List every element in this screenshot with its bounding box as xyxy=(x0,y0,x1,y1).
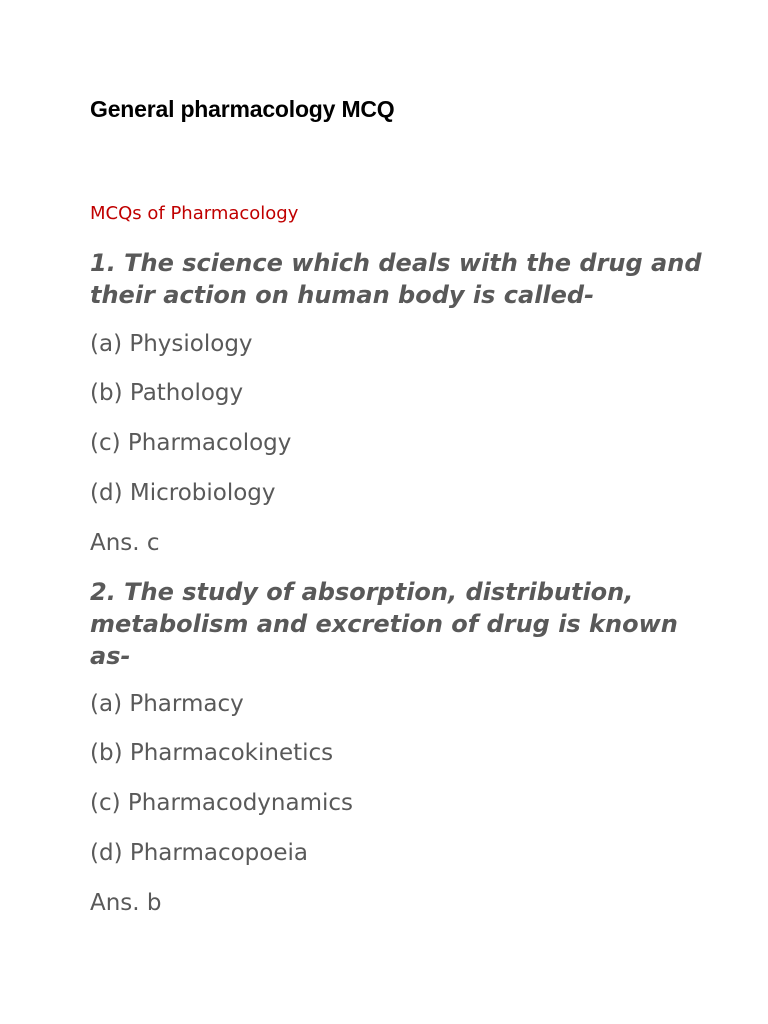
question-1-option-c: (c) Pharmacology xyxy=(90,430,292,456)
question-1-text: 1. The science which deals with the drug and their action on human body is called- xyxy=(90,249,702,309)
question-1-option-b: (b) Pathology xyxy=(90,380,244,406)
question-1-option-d: (d) Microbiology xyxy=(90,480,276,506)
question-1-option-a: (a) Physiology xyxy=(90,331,253,357)
question-1-answer: Ans. c xyxy=(90,530,160,556)
document-title: General pharmacology MCQ xyxy=(90,96,395,122)
question-2-option-b: (b) Pharmacokinetics xyxy=(90,740,334,766)
question-2-answer: Ans. b xyxy=(90,890,162,916)
question-2-option-d: (d) Pharmacopoeia xyxy=(90,840,308,866)
question-2-text: 2. The study of absorption, distribution, metabolism and excretion of drug is known as- xyxy=(90,578,678,670)
question-2-option-c: (c) Pharmacodynamics xyxy=(90,790,354,816)
section-label: MCQs of Pharmacology xyxy=(90,203,299,224)
question-2-option-a: (a) Pharmacy xyxy=(90,691,244,717)
